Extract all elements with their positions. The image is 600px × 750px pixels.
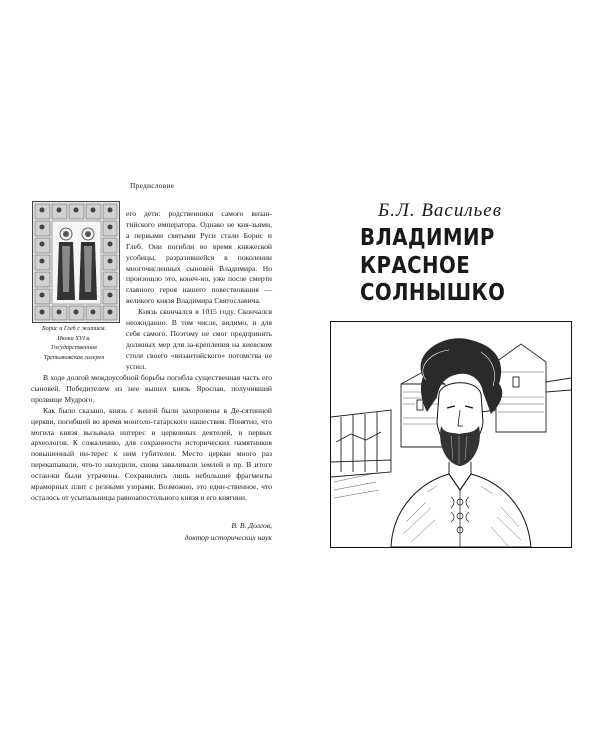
signature (185, 520, 272, 543)
author-name: Б.Л. Васильев (378, 200, 502, 221)
paragraph: Как было сказано, князь с женой были захоронены в Де-сятинной церкви, погибшей во время монголо-татарского нашествия. Понятно, что могила князя вызывала интерес и церковных деятелей, и первых археологов. К сожалению, для сохранности исторических памятников повышенный ин-терес к ним губителен. Место церкви много раз перекапывали, что-то находили, снова заваливали землей и пр. В итоге остан-ки были утрачены. Сохранились лишь небольшие фрагменты мраморных плит с резными узорами. Возможно, это един-ственное, что осталось от усыпальницы равноапостольного князя и его княгини. (31, 405, 272, 502)
icon-caption (28, 324, 120, 362)
signature-name: В. В. Долгов, (231, 521, 272, 530)
caption-line: Борис и Глеб с житием. (41, 325, 107, 332)
title-line: КРАСНОЕ (360, 250, 471, 279)
caption-line: Государственная (51, 344, 97, 352)
running-head: Предисловие (130, 181, 175, 190)
caption-line: Икона XVI в. (57, 334, 91, 342)
prince-drawing-image (331, 322, 571, 547)
book-title (360, 223, 506, 307)
paragraph: Князь скончался в 1015 году. Скончался неожиданно. В том числе, видимо, и для себя самого. Поэтому не смог предпринять должных мер для за-крепления на киевском столе своего «византийского» потомства не успел. (126, 307, 272, 371)
prince-illustration (330, 321, 572, 548)
title-line: ВЛАДИМИР (360, 223, 495, 251)
body-text-wide (31, 373, 272, 504)
paragraph: В ходе долгой междоусобной борьбы погибла существенная часть его сыновей. Победителем из нее вышел князь Ярослав, получивший прозвище Мудрого. (31, 373, 272, 404)
icon-painting-image (33, 202, 119, 322)
caption-line: Третьяковская галерея (43, 353, 105, 361)
icon-illustration (32, 201, 120, 323)
body-text-narrow (126, 209, 272, 373)
paragraph: его дети: родственники самого визан-тийского императора. Однако не кня-зьями, а первыми святыми Руси стали Борис и Глеб. Они погибли во время княжеской усобицы, разразившейся в поколении многочисленных сыновей Владимира. Но произошло это, конеч-но, уже после смерти главного героя нашего повествования — великого князя Владимира Святославича. (126, 209, 272, 306)
signature-title: доктор исторических наук (184, 532, 272, 542)
title-line: СОЛНЫШКО (360, 278, 506, 306)
